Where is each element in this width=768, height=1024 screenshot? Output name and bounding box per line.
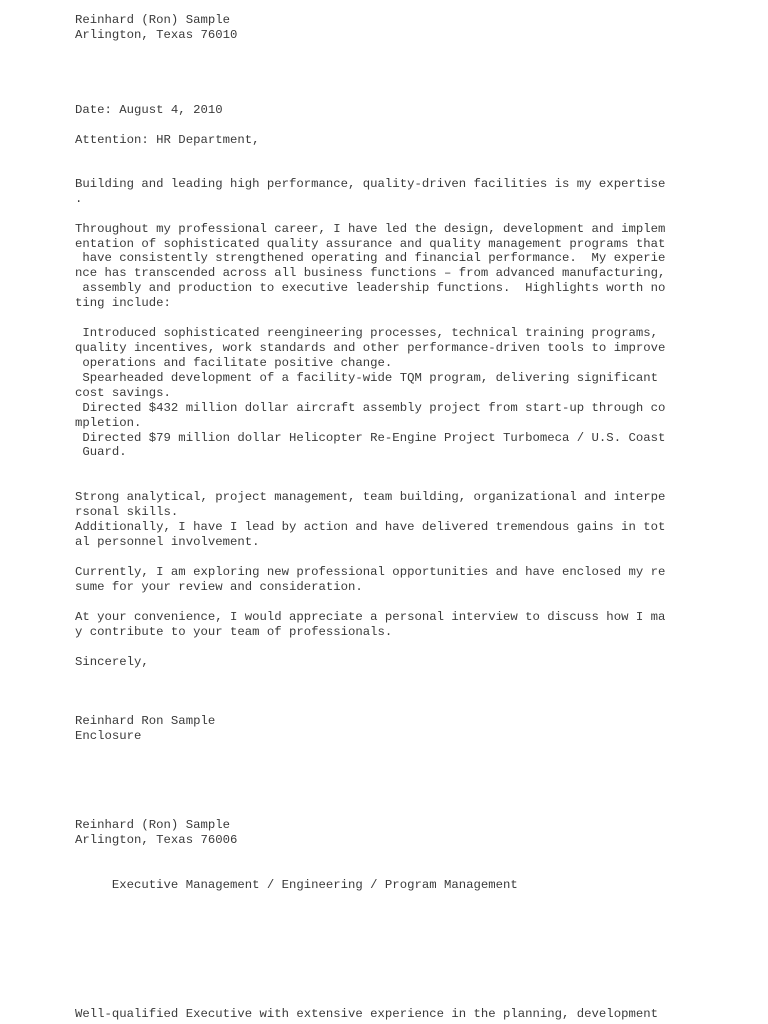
opening-line: Building and leading high performance, quality-driven facilities is my expertise: [75, 177, 666, 191]
letter-attention: Attention: HR Department,: [75, 133, 260, 147]
career-line: entation of sophisticated quality assurance and quality management programs that: [75, 237, 666, 251]
highlight-line: quality incentives, work standards and other performance-driven tools to improve: [75, 341, 666, 355]
skills-line: rsonal skills.: [75, 505, 179, 519]
highlight-line: Introduced sophisticated reengineering processes, technical training programs,: [75, 326, 658, 340]
highlight-line: mpletion.: [75, 416, 142, 430]
enclosure-note: Enclosure: [75, 729, 142, 743]
convenience-line: At your convenience, I would appreciate a personal interview to discuss how I ma: [75, 610, 666, 624]
opening-line: .: [75, 192, 83, 206]
highlight-line: Directed $79 million dollar Helicopter Re-Engine Project Turbomeca / U.S. Coast: [75, 431, 666, 445]
skills-line: Additionally, I have I lead by action and have delivered tremendous gains in tot: [75, 520, 666, 534]
highlight-line: cost savings.: [75, 386, 171, 400]
highlight-line: Guard.: [75, 445, 127, 459]
sender-name: Reinhard (Ron) Sample: [75, 13, 230, 27]
resume-address: Arlington, Texas 76006: [75, 833, 238, 847]
sender-address: Arlington, Texas 76010: [75, 28, 238, 42]
highlight-line: Spearheaded development of a facility-wide TQM program, delivering significant: [75, 371, 658, 385]
resume-summary: Well-qualified Executive with extensive experience in the planning, development: [75, 1007, 658, 1021]
convenience-line: y contribute to your team of professionals.: [75, 625, 393, 639]
skills-line: al personnel involvement.: [75, 535, 260, 549]
letter-date: Date: August 4, 2010: [75, 103, 223, 117]
career-line: ting include:: [75, 296, 171, 310]
letter-closing: Sincerely,: [75, 655, 149, 669]
career-line: Throughout my professional career, I have led the design, development and implem: [75, 222, 666, 236]
currently-line: sume for your review and consideration.: [75, 580, 363, 594]
career-line: assembly and production to executive leadership functions. Highlights worth no: [75, 281, 666, 295]
signature-name: Reinhard Ron Sample: [75, 714, 216, 728]
career-line: nce has transcended across all business functions – from advanced manufacturing,: [75, 266, 666, 280]
resume-headline: Executive Management / Engineering / Program Management: [75, 878, 518, 892]
highlight-line: operations and facilitate positive change.: [75, 356, 393, 370]
skills-line: Strong analytical, project management, team building, organizational and interpe: [75, 490, 666, 504]
currently-line: Currently, I am exploring new professional opportunities and have enclosed my re: [75, 565, 666, 579]
career-line: have consistently strengthened operating and financial performance. My experie: [75, 251, 666, 265]
resume-name: Reinhard (Ron) Sample: [75, 818, 230, 832]
highlight-line: Directed $432 million dollar aircraft assembly project from start-up through co: [75, 401, 666, 415]
